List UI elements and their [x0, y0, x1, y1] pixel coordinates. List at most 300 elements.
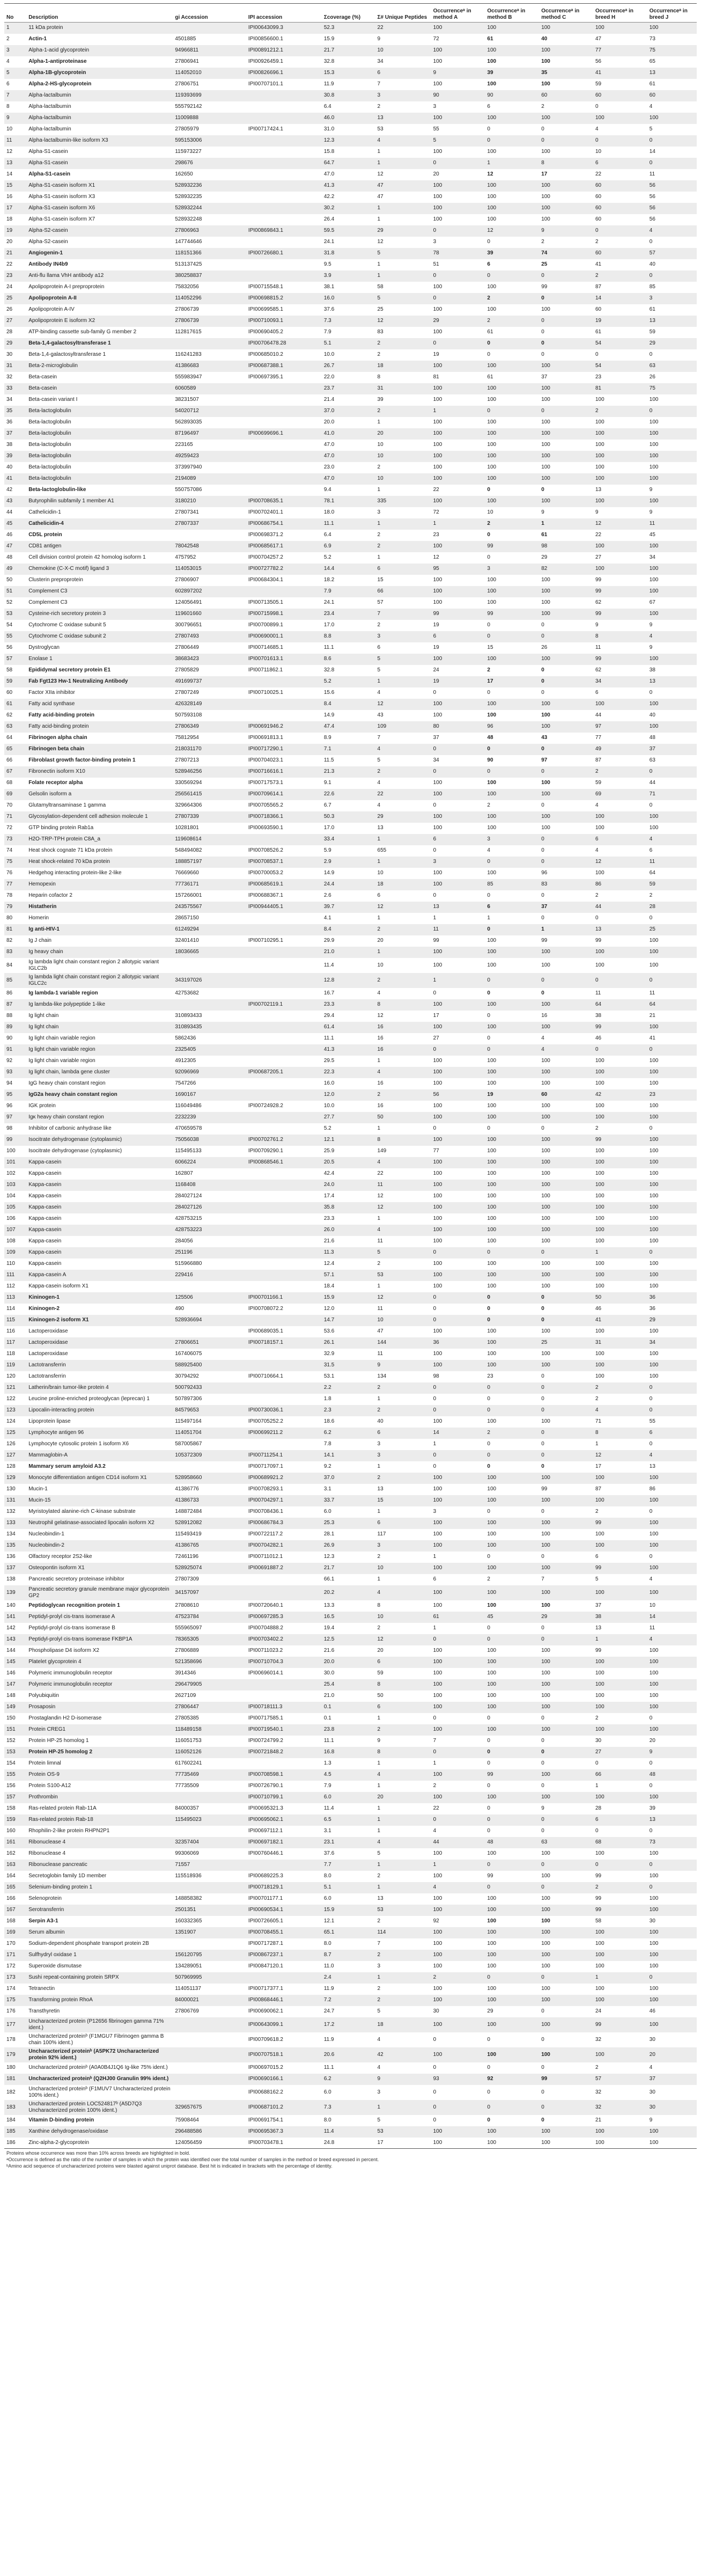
- cell-no: 168: [4, 1916, 26, 1927]
- cell-occurrence-method-c: 100: [539, 1416, 593, 1428]
- cell-occurrence-method-c: 0: [539, 857, 593, 868]
- header-occurrence-method-a: Occurrenceᵃ in method A: [431, 4, 485, 23]
- cell-occurrence-breed-h: 13: [593, 485, 647, 496]
- cell-coverage: 12.1: [322, 1135, 375, 1146]
- cell-occurrence-breed-h: 22: [593, 169, 647, 180]
- cell-occurrence-method-b: 0: [485, 124, 539, 135]
- cell-occurrence-breed-h: 4: [593, 1405, 647, 1416]
- cell-unique-peptides: 7: [375, 609, 431, 620]
- cell-coverage: 1.8: [322, 1394, 375, 1405]
- cell-occurrence-method-b: 0: [485, 890, 539, 902]
- cell-occurrence-method-b: 1: [485, 158, 539, 169]
- cell-occurrence-method-a: 0: [431, 1315, 485, 1326]
- cell-occurrence-breed-h: 19: [593, 316, 647, 327]
- cell-unique-peptides: 13: [375, 1893, 431, 1905]
- cell-unique-peptides: 2: [375, 462, 431, 473]
- table-row: [4, 2126, 697, 2138]
- cell-occurrence-breed-j: 100: [647, 1848, 697, 1860]
- header-occurrence-breed-j: Occurrenceᵃ in breed J: [647, 4, 697, 23]
- cell-occurrence-breed-h: 99: [593, 1645, 647, 1657]
- cell-coverage: 23.1: [322, 1837, 375, 1848]
- cell-ipi-accession: IPI00706478.28: [246, 338, 322, 349]
- table-row: [4, 1916, 697, 1927]
- cell-unique-peptides: 109: [375, 721, 431, 733]
- cell-description: IGK protein: [26, 1101, 173, 1112]
- cell-ipi-accession: IPI00693590.1: [246, 823, 322, 834]
- cell-coverage: 4.5: [322, 1769, 375, 1781]
- cell-occurrence-method-a: 100: [431, 1927, 485, 1938]
- cell-ipi-accession: [246, 383, 322, 394]
- cell-coverage: 6.5: [322, 1814, 375, 1826]
- cell-ipi-accession: [246, 958, 322, 973]
- cell-coverage: 20.6: [322, 2047, 375, 2062]
- cell-unique-peptides: 4: [375, 1225, 431, 1236]
- cell-occurrence-breed-j: 6: [647, 1428, 697, 1439]
- cell-gi-accession: 84000357: [173, 1803, 246, 1814]
- cell-coverage: 22.0: [322, 372, 375, 383]
- cell-description: Isocitrate dehydrogenase (cytoplasmic): [26, 1146, 173, 1157]
- cell-description: Superoxide dismutase: [26, 1961, 173, 1972]
- cell-ipi-accession: IPI00708537.1: [246, 857, 322, 868]
- table-row: [4, 1146, 697, 1157]
- cell-occurrence-method-b: 100: [485, 417, 539, 428]
- cell-ipi-accession: [246, 710, 322, 721]
- cell-gi-accession: [173, 1461, 246, 1473]
- cell-description: Uncharacterized protein LOC524817ᵇ (A5D7Q3 Uncharacterized protein 100% ident.): [26, 2100, 173, 2115]
- cell-occurrence-method-b: 0: [485, 1552, 539, 1563]
- cell-occurrence-method-c: 0: [539, 1552, 593, 1563]
- cell-coverage: 0.1: [322, 1713, 375, 1724]
- cell-occurrence-breed-h: 37: [593, 1600, 647, 1612]
- cell-ipi-accession: [246, 1270, 322, 1281]
- cell-occurrence-breed-j: 100: [647, 699, 697, 710]
- cell-occurrence-breed-h: 0: [593, 349, 647, 361]
- cell-occurrence-breed-h: 46: [593, 1304, 647, 1315]
- cell-occurrence-breed-j: 26: [647, 372, 697, 383]
- cell-occurrence-method-b: 100: [485, 2017, 539, 2032]
- cell-occurrence-method-c: 100: [539, 1112, 593, 1123]
- cell-occurrence-method-c: 25: [539, 1337, 593, 1349]
- cell-occurrence-method-b: 100: [485, 394, 539, 406]
- cell-gi-accession: 75812954: [173, 733, 246, 744]
- cell-occurrence-method-a: 3: [431, 101, 485, 113]
- cell-ipi-accession: IPI00717573.1: [246, 778, 322, 789]
- table-row: [4, 1360, 697, 1371]
- cell-occurrence-method-b: 0: [485, 1450, 539, 1461]
- cell-gi-accession: [173, 1826, 246, 1837]
- cell-occurrence-breed-j: 100: [647, 1690, 697, 1702]
- table-row: [4, 1450, 697, 1461]
- cell-occurrence-method-a: 100: [431, 1157, 485, 1168]
- cell-occurrence-method-c: 16: [539, 1011, 593, 1022]
- cell-coverage: 53.6: [322, 1326, 375, 1337]
- cell-ipi-accession: [246, 1281, 322, 1292]
- cell-occurrence-breed-h: 12: [593, 857, 647, 868]
- cell-occurrence-method-c: 100: [539, 1326, 593, 1337]
- cell-gi-accession: 298676: [173, 158, 246, 169]
- cell-occurrence-breed-j: 48: [647, 733, 697, 744]
- table-row: [4, 45, 697, 56]
- cell-occurrence-breed-h: 100: [593, 1495, 647, 1506]
- cell-occurrence-method-a: 0: [431, 1044, 485, 1056]
- cell-unique-peptides: 8: [375, 1600, 431, 1612]
- cell-gi-accession: 27808610: [173, 1600, 246, 1612]
- cell-occurrence-method-a: 100: [431, 1529, 485, 1540]
- cell-occurrence-method-a: 2: [431, 1781, 485, 1792]
- table-row: [4, 90, 697, 101]
- cell-occurrence-breed-j: 21: [647, 1011, 697, 1022]
- cell-occurrence-method-a: 100: [431, 428, 485, 440]
- cell-no: 68: [4, 778, 26, 789]
- cell-no: 30: [4, 349, 26, 361]
- cell-no: 182: [4, 2085, 26, 2100]
- cell-no: 123: [4, 1405, 26, 1416]
- cell-coverage: 16.0: [322, 293, 375, 304]
- cell-occurrence-breed-j: 61: [647, 79, 697, 90]
- cell-ipi-accession: IPI00709618.2: [246, 2032, 322, 2047]
- cell-occurrence-method-b: 1: [485, 913, 539, 924]
- cell-no: 9: [4, 113, 26, 124]
- cell-description: Fatty acid-binding protein: [26, 710, 173, 721]
- cell-occurrence-method-b: 100: [485, 23, 539, 34]
- cell-gi-accession: 61249294: [173, 924, 246, 935]
- cell-gi-accession: 528936694: [173, 1315, 246, 1326]
- table-row: [4, 676, 697, 687]
- cell-no: 169: [4, 1927, 26, 1938]
- cell-no: 13: [4, 158, 26, 169]
- cell-occurrence-method-a: 56: [431, 1089, 485, 1101]
- cell-description: Beta-casein variant I: [26, 394, 173, 406]
- cell-occurrence-breed-j: 56: [647, 203, 697, 214]
- cell-occurrence-method-a: 100: [431, 361, 485, 372]
- cell-occurrence-breed-h: 100: [593, 451, 647, 462]
- cell-ipi-accession: IPI00711012.1: [246, 1552, 322, 1563]
- cell-occurrence-breed-j: 0: [647, 406, 697, 417]
- cell-unique-peptides: 1: [375, 147, 431, 158]
- cell-occurrence-breed-j: 0: [647, 1758, 697, 1769]
- cell-occurrence-method-c: 100: [539, 1600, 593, 1612]
- cell-gi-accession: [173, 2074, 246, 2085]
- cell-ipi-accession: IPI00868446.1: [246, 1995, 322, 2006]
- cell-occurrence-method-b: 3: [485, 834, 539, 845]
- cell-occurrence-method-b: 0: [485, 766, 539, 778]
- cell-occurrence-method-c: 74: [539, 248, 593, 259]
- cell-no: 105: [4, 1202, 26, 1213]
- cell-occurrence-breed-h: 100: [593, 23, 647, 34]
- cell-occurrence-method-c: 0: [539, 124, 593, 135]
- cell-occurrence-method-a: 100: [431, 1645, 485, 1657]
- cell-occurrence-method-c: 100: [539, 79, 593, 90]
- cell-occurrence-breed-h: 2: [593, 766, 647, 778]
- cell-occurrence-breed-h: 97: [593, 721, 647, 733]
- cell-gi-accession: 300796651: [173, 620, 246, 631]
- table-row: [4, 913, 697, 924]
- cell-occurrence-method-a: 78: [431, 248, 485, 259]
- cell-occurrence-method-b: 2: [485, 665, 539, 676]
- cell-ipi-accession: [246, 924, 322, 935]
- cell-occurrence-breed-j: 100: [647, 1495, 697, 1506]
- cell-description: Secretoglobin family 1D member: [26, 1871, 173, 1882]
- cell-gi-accession: 27807493: [173, 631, 246, 642]
- cell-coverage: 11.1: [322, 2062, 375, 2074]
- cell-occurrence-method-b: 100: [485, 710, 539, 721]
- cell-gi-accession: 329664306: [173, 800, 246, 811]
- cell-no: 90: [4, 1033, 26, 1044]
- cell-occurrence-method-b: 99: [485, 1769, 539, 1781]
- cell-coverage: 37.0: [322, 1473, 375, 1484]
- cell-ipi-accession: [246, 259, 322, 270]
- cell-coverage: 25.4: [322, 1679, 375, 1690]
- cell-coverage: 37.6: [322, 304, 375, 316]
- cell-occurrence-method-a: 100: [431, 1995, 485, 2006]
- cell-occurrence-method-b: 100: [485, 1135, 539, 1146]
- cell-occurrence-breed-h: 99: [593, 1563, 647, 1574]
- cell-occurrence-breed-j: 4: [647, 225, 697, 237]
- cell-description: Cytochrome C oxidase subunit 5: [26, 620, 173, 631]
- table-row: [4, 1371, 697, 1382]
- cell-no: 77: [4, 879, 26, 890]
- cell-description: Hedgehog interacting protein-like 2-like: [26, 868, 173, 879]
- cell-ipi-accession: [246, 462, 322, 473]
- cell-occurrence-breed-j: 11: [647, 518, 697, 530]
- cell-no: 145: [4, 1657, 26, 1668]
- cell-no: 157: [4, 1792, 26, 1803]
- cell-description: Fibrinogen alpha chain: [26, 733, 173, 744]
- cell-occurrence-method-a: 0: [431, 2115, 485, 2126]
- cell-occurrence-method-c: 100: [539, 1893, 593, 1905]
- cell-unique-peptides: 1: [375, 158, 431, 169]
- cell-unique-peptides: 59: [375, 1668, 431, 1679]
- cell-description: Protein OS-9: [26, 1769, 173, 1781]
- cell-no: 118: [4, 1349, 26, 1360]
- cell-occurrence-breed-h: 38: [593, 1612, 647, 1623]
- cell-occurrence-method-b: 12: [485, 169, 539, 180]
- cell-ipi-accession: IPI00847120.1: [246, 1961, 322, 1972]
- cell-occurrence-breed-j: 34: [647, 1337, 697, 1349]
- cell-gi-accession: 77735509: [173, 1781, 246, 1792]
- cell-no: 121: [4, 1382, 26, 1394]
- cell-occurrence-method-a: 34: [431, 755, 485, 766]
- cell-occurrence-method-b: 100: [485, 203, 539, 214]
- cell-ipi-accession: [246, 214, 322, 225]
- cell-no: 179: [4, 2047, 26, 2062]
- cell-gi-accession: 507593108: [173, 710, 246, 721]
- cell-occurrence-method-b: 0: [485, 1781, 539, 1792]
- cell-coverage: 47.0: [322, 451, 375, 462]
- cell-unique-peptides: 4: [375, 135, 431, 147]
- cell-occurrence-method-b: 100: [485, 575, 539, 586]
- cell-ipi-accession: [246, 1574, 322, 1585]
- cell-occurrence-breed-j: 64: [647, 999, 697, 1011]
- cell-coverage: 22.3: [322, 1067, 375, 1078]
- cell-description: Heat shock cognate 71 kDa protein: [26, 845, 173, 857]
- cell-occurrence-method-b: 0: [485, 1033, 539, 1044]
- cell-coverage: 14.1: [322, 1450, 375, 1461]
- cell-occurrence-breed-j: 9: [647, 620, 697, 631]
- cell-gi-accession: 42753682: [173, 988, 246, 999]
- cell-gi-accession: [173, 2062, 246, 2074]
- cell-occurrence-method-c: 100: [539, 1056, 593, 1067]
- cell-occurrence-breed-h: 100: [593, 1473, 647, 1484]
- table-row: [4, 1428, 697, 1439]
- cell-ipi-accession: IPI00926459.1: [246, 56, 322, 68]
- cell-unique-peptides: 8: [375, 372, 431, 383]
- cell-ipi-accession: [246, 1191, 322, 1202]
- cell-occurrence-breed-h: 44: [593, 710, 647, 721]
- cell-no: 119: [4, 1360, 26, 1371]
- cell-coverage: 5.2: [322, 552, 375, 564]
- cell-no: 49: [4, 564, 26, 575]
- cell-gi-accession: 27806449: [173, 642, 246, 654]
- cell-occurrence-method-b: 100: [485, 1529, 539, 1540]
- cell-gi-accession: 223165: [173, 440, 246, 451]
- cell-occurrence-breed-j: 30: [647, 2085, 697, 2100]
- cell-no: 8: [4, 101, 26, 113]
- cell-occurrence-breed-j: 100: [647, 823, 697, 834]
- cell-occurrence-breed-j: 28: [647, 902, 697, 913]
- cell-occurrence-method-b: 0: [485, 485, 539, 496]
- cell-occurrence-breed-j: 100: [647, 462, 697, 473]
- cell-occurrence-method-b: 100: [485, 1326, 539, 1337]
- cell-description: Myristoylated alanine-rich C-kinase substrate: [26, 1506, 173, 1518]
- cell-occurrence-method-a: 4: [431, 1882, 485, 1893]
- cell-unique-peptides: 2: [375, 1995, 431, 2006]
- cell-occurrence-method-b: 100: [485, 462, 539, 473]
- cell-gi-accession: 426328149: [173, 699, 246, 710]
- cell-ipi-accession: IPI00702761.2: [246, 1135, 322, 1146]
- cell-description: Mammary serum amyloid A3.2: [26, 1461, 173, 1473]
- cell-no: 181: [4, 2074, 26, 2085]
- cell-occurrence-breed-h: 99: [593, 1022, 647, 1033]
- cell-no: 125: [4, 1428, 26, 1439]
- cell-unique-peptides: 1: [375, 1394, 431, 1405]
- cell-gi-accession: 4757952: [173, 552, 246, 564]
- cell-description: Ig light chain, lambda gene cluster: [26, 1067, 173, 1078]
- cell-no: 38: [4, 440, 26, 451]
- cell-occurrence-method-b: 100: [485, 1484, 539, 1495]
- table-row: [4, 1657, 697, 1668]
- cell-occurrence-breed-j: 100: [647, 2138, 697, 2149]
- cell-occurrence-breed-j: 44: [647, 778, 697, 789]
- cell-occurrence-breed-j: 100: [647, 23, 697, 34]
- cell-occurrence-method-b: 0: [485, 2085, 539, 2100]
- table-row: [4, 811, 697, 823]
- cell-ipi-accession: [246, 1225, 322, 1236]
- cell-coverage: 20.5: [322, 1157, 375, 1168]
- cell-occurrence-breed-j: 0: [647, 1506, 697, 1518]
- cell-occurrence-method-a: 100: [431, 1702, 485, 1713]
- table-row: [4, 1882, 697, 1893]
- cell-occurrence-breed-j: 9: [647, 642, 697, 654]
- cell-coverage: 18.0: [322, 507, 375, 518]
- cell-occurrence-method-b: 100: [485, 2126, 539, 2138]
- cell-occurrence-breed-j: 0: [647, 1552, 697, 1563]
- cell-occurrence-breed-h: 100: [593, 1995, 647, 2006]
- cell-coverage: 28.1: [322, 1529, 375, 1540]
- cell-occurrence-breed-h: 13: [593, 1623, 647, 1634]
- cell-occurrence-breed-j: 56: [647, 192, 697, 203]
- cell-occurrence-method-c: 83: [539, 879, 593, 890]
- cell-ipi-accession: IPI00717097.1: [246, 1461, 322, 1473]
- table-row: [4, 1326, 697, 1337]
- cell-unique-peptides: 2: [375, 1724, 431, 1736]
- cell-occurrence-method-c: 100: [539, 609, 593, 620]
- cell-gi-accession: 78365305: [173, 1634, 246, 1645]
- cell-gi-accession: 284027126: [173, 1202, 246, 1213]
- cell-occurrence-breed-h: 81: [593, 383, 647, 394]
- cell-ipi-accession: IPI00689225.3: [246, 1871, 322, 1882]
- cell-occurrence-method-c: 0: [539, 2032, 593, 2047]
- cell-occurrence-method-b: 2: [485, 800, 539, 811]
- cell-gi-accession: 1351907: [173, 1927, 246, 1938]
- cell-description: Kininogen-2 isoform X1: [26, 1315, 173, 1326]
- cell-no: 116: [4, 1326, 26, 1337]
- cell-occurrence-breed-h: 99: [593, 1905, 647, 1916]
- cell-coverage: 42.4: [322, 1168, 375, 1180]
- table-row: [4, 1860, 697, 1871]
- cell-occurrence-breed-h: 32: [593, 2032, 647, 2047]
- cell-coverage: 21.0: [322, 947, 375, 958]
- cell-occurrence-method-b: 19: [485, 1089, 539, 1101]
- cell-occurrence-breed-j: 100: [647, 2017, 697, 2032]
- cell-coverage: 2.9: [322, 857, 375, 868]
- cell-occurrence-breed-h: 9: [593, 620, 647, 631]
- cell-coverage: 8.0: [322, 1938, 375, 1950]
- cell-gi-accession: 114052296: [173, 293, 246, 304]
- cell-gi-accession: 27807339: [173, 811, 246, 823]
- cell-occurrence-breed-j: 100: [647, 451, 697, 462]
- cell-description: Serotransferrin: [26, 1905, 173, 1916]
- cell-gi-accession: 99306069: [173, 1848, 246, 1860]
- cell-occurrence-method-b: 100: [485, 958, 539, 973]
- cell-occurrence-method-b: 100: [485, 1281, 539, 1292]
- cell-no: 134: [4, 1529, 26, 1540]
- cell-occurrence-breed-h: 1: [593, 1247, 647, 1258]
- cell-coverage: 47.0: [322, 440, 375, 451]
- cell-occurrence-method-c: 0: [539, 316, 593, 327]
- cell-occurrence-method-b: 0: [485, 973, 539, 988]
- cell-occurrence-breed-h: 60: [593, 192, 647, 203]
- cell-unique-peptides: 7: [375, 733, 431, 744]
- table-row: [4, 800, 697, 811]
- cell-gi-accession: 125506: [173, 1292, 246, 1304]
- cell-occurrence-method-a: 100: [431, 79, 485, 90]
- cell-coverage: 6.0: [322, 2085, 375, 2100]
- cell-occurrence-method-c: 100: [539, 1022, 593, 1033]
- cell-occurrence-method-b: 100: [485, 1984, 539, 1995]
- cell-occurrence-method-a: 80: [431, 721, 485, 733]
- cell-occurrence-method-a: 0: [431, 2032, 485, 2047]
- table-row: [4, 1506, 697, 1518]
- cell-gi-accession: 77736171: [173, 879, 246, 890]
- cell-no: 66: [4, 755, 26, 766]
- cell-no: 14: [4, 169, 26, 180]
- cell-unique-peptides: 4: [375, 687, 431, 699]
- cell-occurrence-method-a: 100: [431, 1600, 485, 1612]
- table-row: [4, 1826, 697, 1837]
- cell-description: Protein HP-25 homolog 2: [26, 1747, 173, 1758]
- cell-no: 39: [4, 451, 26, 462]
- cell-description: Alpha-S1-casein: [26, 169, 173, 180]
- cell-gi-accession: 188857197: [173, 857, 246, 868]
- cell-occurrence-method-c: 100: [539, 394, 593, 406]
- cell-ipi-accession: IPI00704257.2: [246, 552, 322, 564]
- cell-gi-accession: 32401410: [173, 935, 246, 947]
- cell-ipi-accession: IPI00691754.1: [246, 2115, 322, 2126]
- cell-occurrence-breed-j: 0: [647, 1405, 697, 1416]
- cell-gi-accession: 528932235: [173, 192, 246, 203]
- cell-occurrence-breed-h: 77: [593, 45, 647, 56]
